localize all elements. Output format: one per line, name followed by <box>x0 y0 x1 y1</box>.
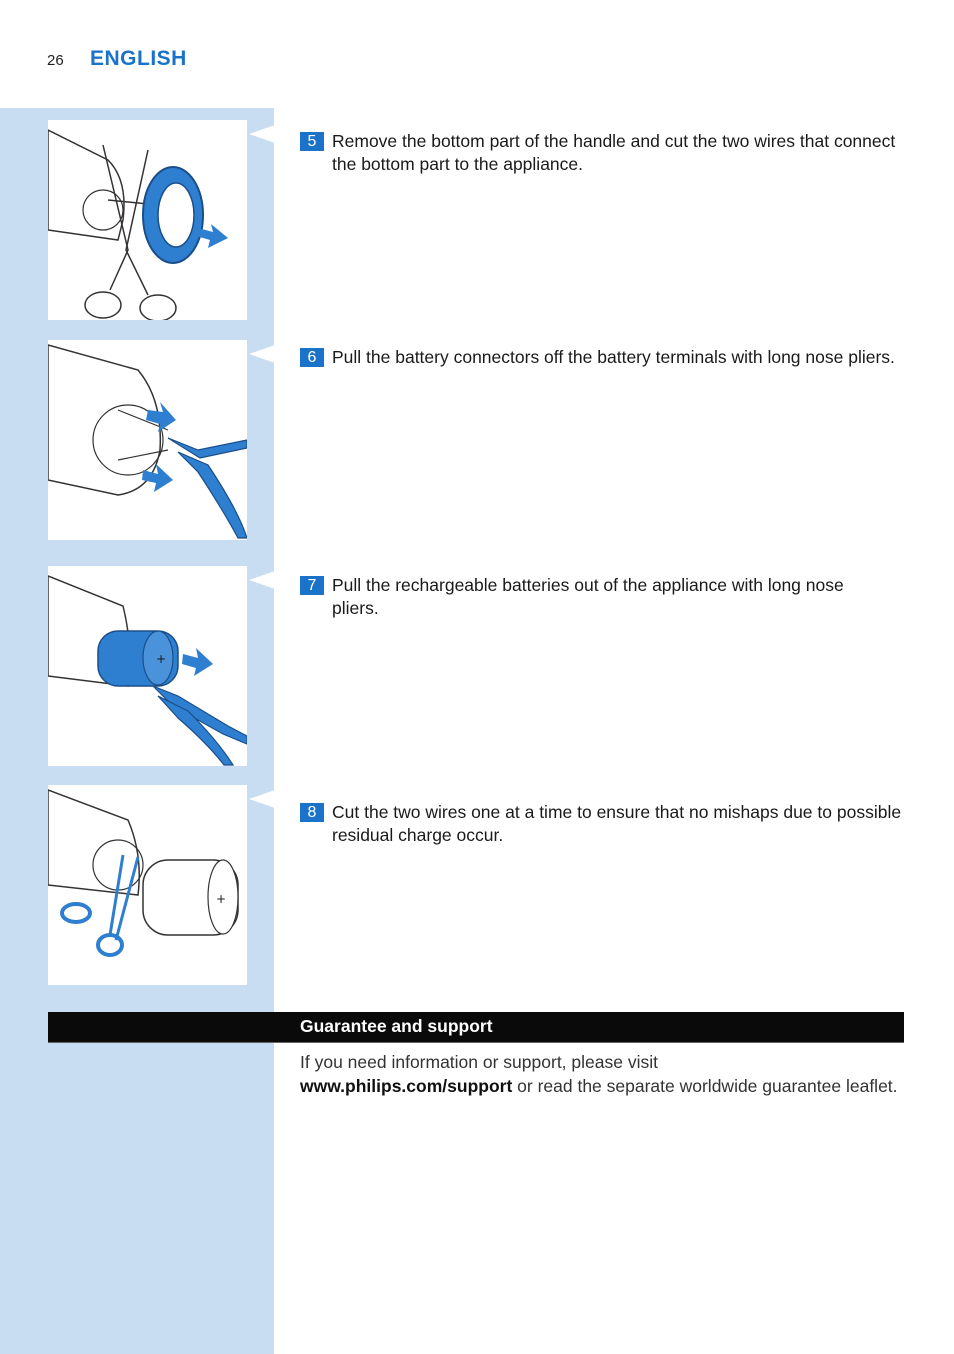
section-title: Guarantee and support <box>300 1016 493 1036</box>
step-number-badge: 8 <box>300 803 324 822</box>
svg-text:+: + <box>216 892 227 906</box>
pliers-battery-connectors-illustration <box>48 340 247 540</box>
support-intro: If you need information or support, please visit <box>300 1052 658 1072</box>
figure-pointer <box>249 345 275 363</box>
step-text: Cut the two wires one at a time to ensure that no mishaps due to possible residual charge occur. <box>332 802 902 845</box>
step-number-badge: 7 <box>300 576 324 595</box>
step-number-badge: 5 <box>300 132 324 151</box>
step-7 <box>300 574 860 620</box>
scissors-cut-wires-illustration <box>48 120 247 320</box>
figure-pointer <box>249 571 275 589</box>
step-8 <box>300 801 910 847</box>
figure-step-5 <box>48 120 247 320</box>
figure-step-6 <box>48 340 247 540</box>
language-heading: ENGLISH <box>90 47 187 70</box>
figure-step-7 <box>48 566 247 766</box>
figure-step-8 <box>48 785 247 985</box>
step-6 <box>300 346 910 369</box>
figure-pointer <box>249 790 275 808</box>
step-5 <box>300 130 910 176</box>
support-link[interactable]: www.philips.com/support <box>300 1076 513 1096</box>
step-text: Remove the bottom part of the handle and cut the two wires that connect the bottom part to the appliance. <box>332 131 896 174</box>
figure-pointer <box>249 125 275 143</box>
step-text: Pull the rechargeable batteries out of the appliance with long nose pliers. <box>332 575 844 618</box>
pliers-remove-batteries-illustration <box>48 566 247 766</box>
step-text: Pull the battery connectors off the battery terminals with long nose pliers. <box>332 347 895 367</box>
support-paragraph <box>300 1050 910 1098</box>
page-number: 26 <box>47 52 64 69</box>
step-number-badge: 6 <box>300 348 324 367</box>
svg-text:+: + <box>156 652 167 666</box>
scissors-cut-battery-wires-illustration <box>48 785 247 985</box>
support-tail: or read the separate worldwide guarantee leaflet. <box>512 1076 898 1096</box>
